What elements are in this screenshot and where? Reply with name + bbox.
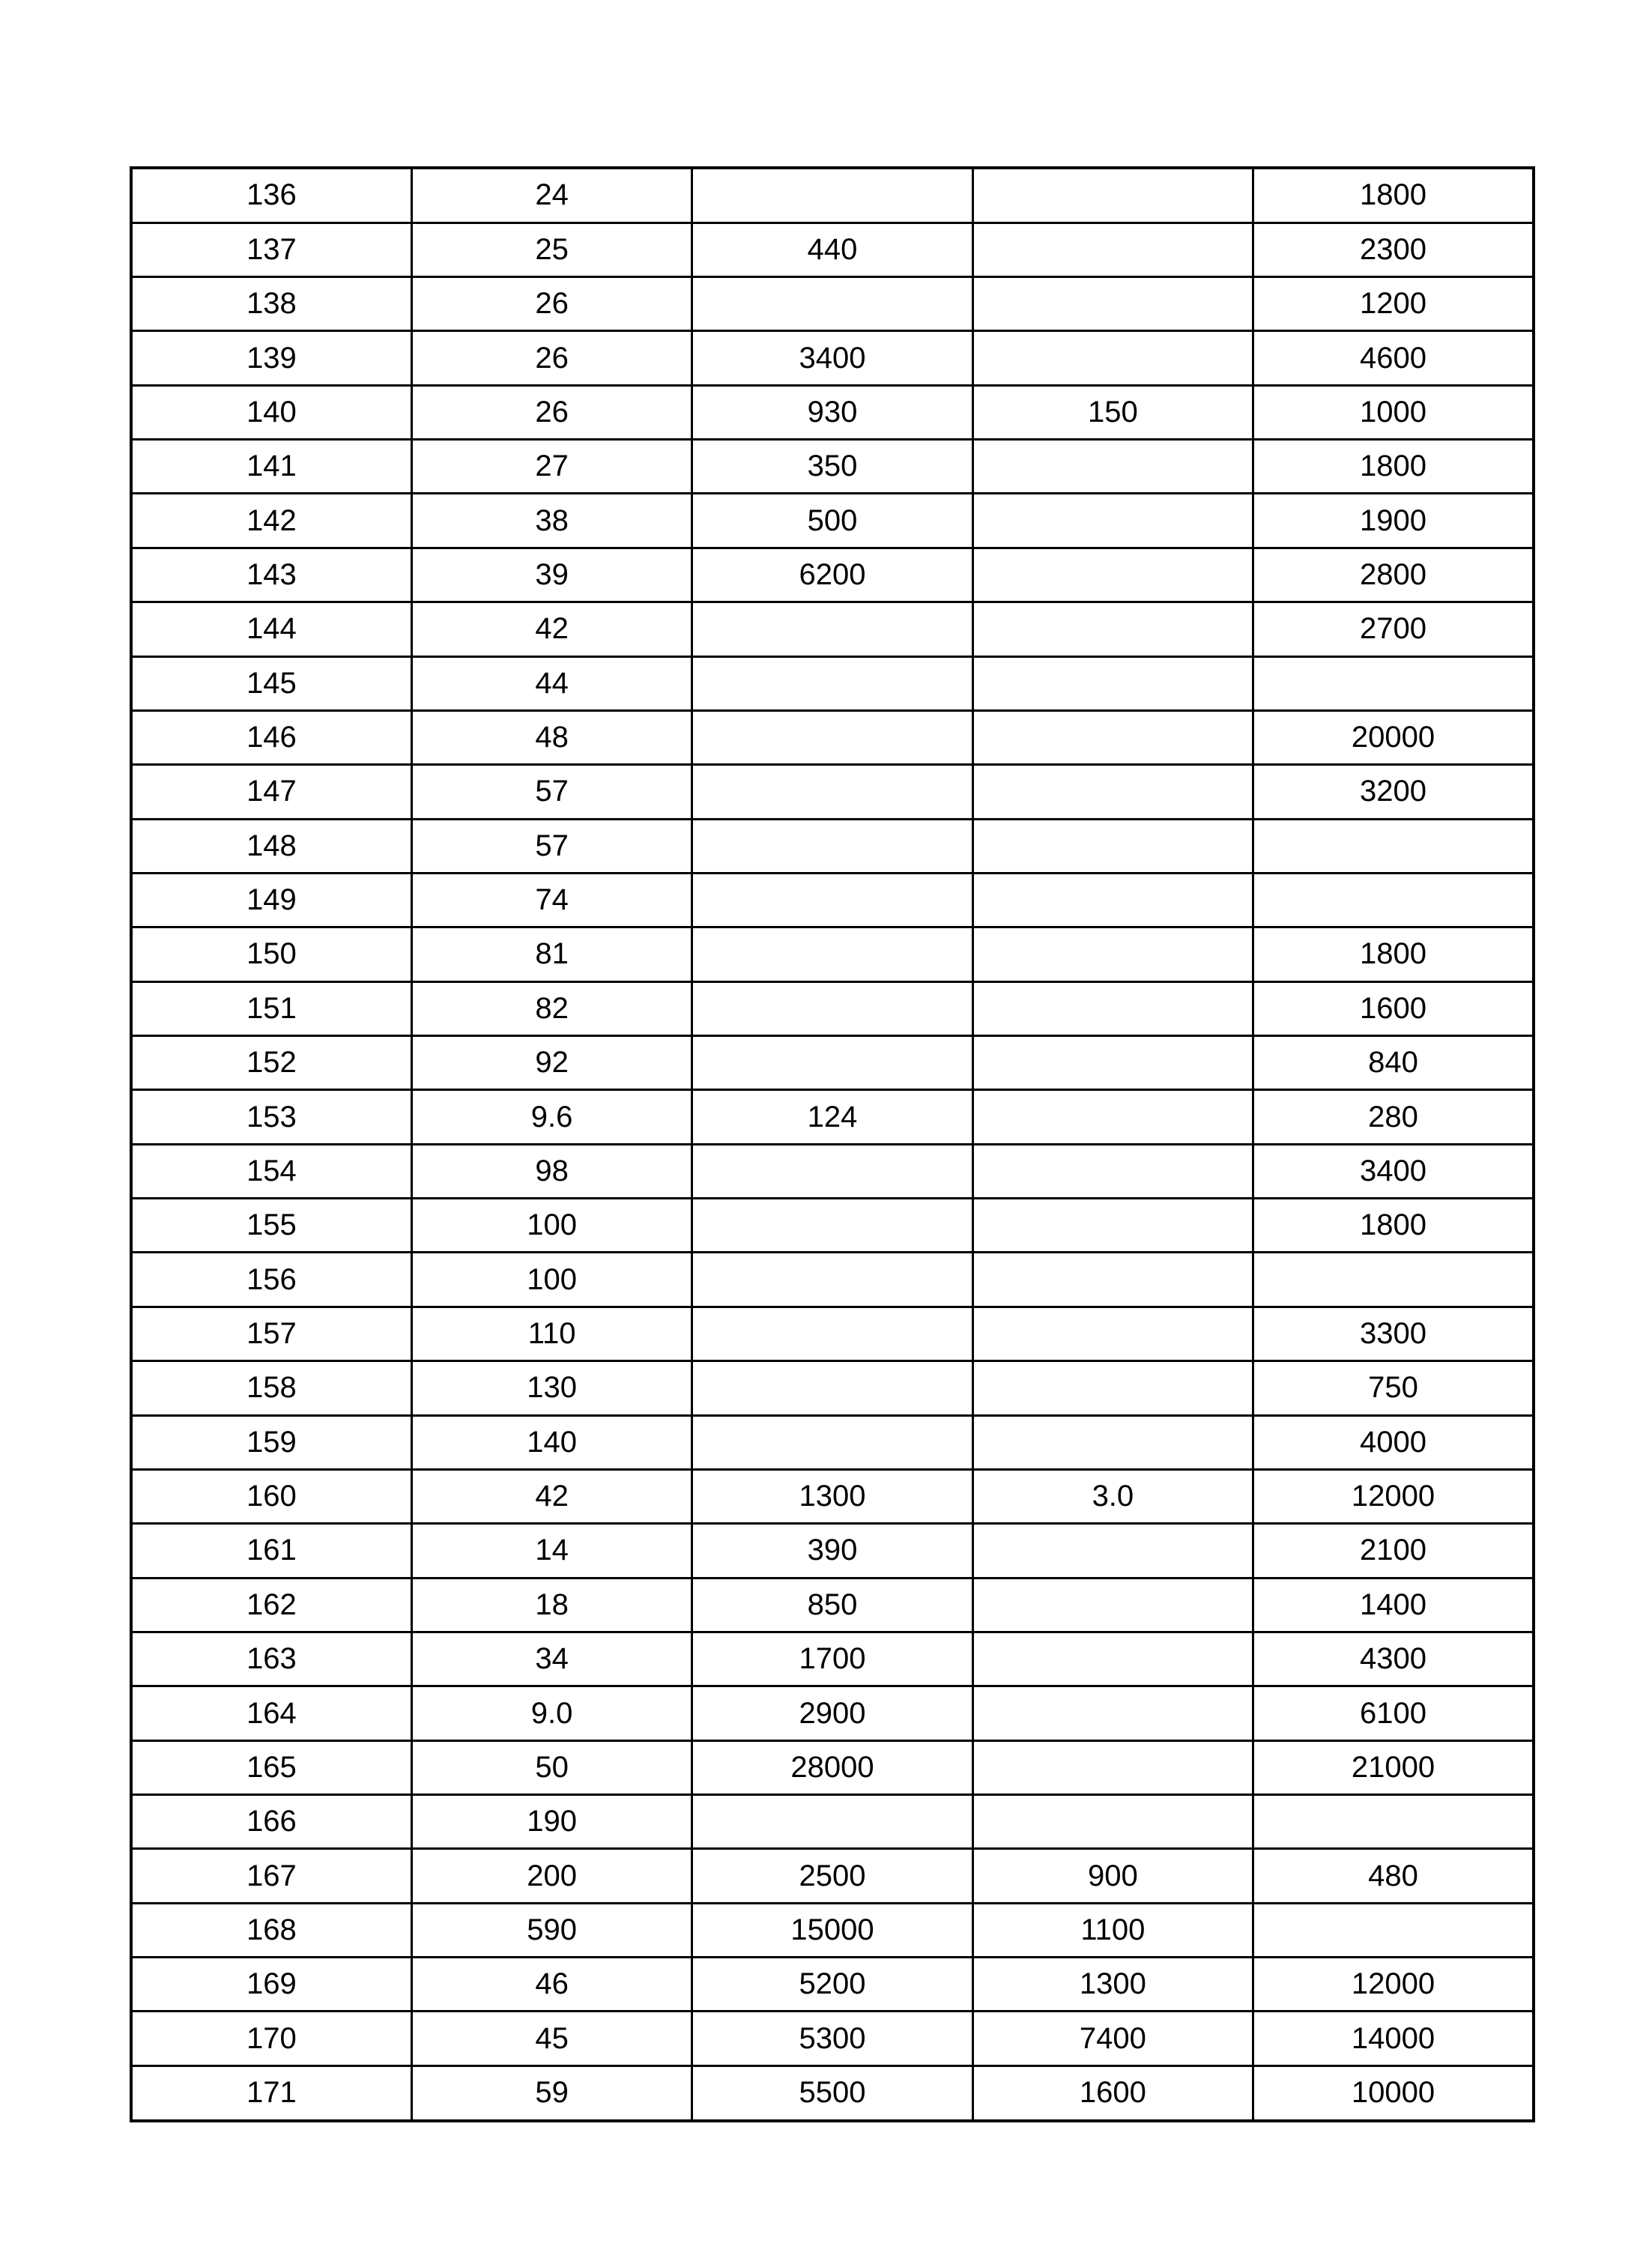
table-row [131,1144,1534,1198]
table-cell: 42 [411,1469,692,1523]
table-row [131,710,1534,764]
table-cell: 48 [411,710,692,764]
table-cell: 1700 [692,1632,972,1686]
table-cell: 151 [131,981,411,1035]
table-cell: 59 [411,2065,692,2121]
table-cell: 1800 [1253,168,1534,223]
table-cell: 1800 [1253,927,1534,981]
table-cell: 1000 [1253,385,1534,439]
table-cell: 57 [411,819,692,873]
table-cell: 165 [131,1740,411,1794]
table-row [131,1740,1534,1794]
table-row [131,873,1534,927]
table-cell [972,981,1253,1035]
table-cell: 3200 [1253,765,1534,819]
table-cell: 1900 [1253,494,1534,548]
table-cell [972,276,1253,330]
table-row [131,1686,1534,1740]
table-cell [692,1199,972,1253]
table-cell [692,765,972,819]
table-cell: 24 [411,168,692,223]
table-cell: 136 [131,168,411,223]
table-cell: 157 [131,1307,411,1360]
table-cell: 930 [692,385,972,439]
table-cell: 2300 [1253,223,1534,276]
table-cell: 141 [131,440,411,494]
table-cell [972,819,1253,873]
table-row [131,1415,1534,1469]
table-cell [972,927,1253,981]
table-row [131,1578,1534,1632]
table-row [131,168,1534,223]
table-row [131,2065,1534,2121]
table-cell: 155 [131,1199,411,1253]
table-cell: 2100 [1253,1524,1534,1578]
table-cell: 590 [411,1903,692,1957]
table-cell [692,1036,972,1090]
table-cell: 3.0 [972,1469,1253,1523]
table-cell: 4600 [1253,331,1534,385]
table-row [131,1795,1534,1849]
table-cell: 74 [411,873,692,927]
table-cell: 1300 [972,1958,1253,2012]
table-cell: 34 [411,1632,692,1686]
table-cell: 42 [411,602,692,656]
table-row [131,927,1534,981]
table-cell: 750 [1253,1361,1534,1415]
table-cell [972,1632,1253,1686]
table-cell: 92 [411,1036,692,1090]
table-cell: 15000 [692,1903,972,1957]
table-cell: 100 [411,1199,692,1253]
table-cell [692,1361,972,1415]
table-cell [972,1524,1253,1578]
table-cell: 150 [972,385,1253,439]
table-cell [972,1361,1253,1415]
table-cell: 139 [131,331,411,385]
table-cell [692,1144,972,1198]
table-row [131,981,1534,1035]
table-cell: 2900 [692,1686,972,1740]
table-cell: 138 [131,276,411,330]
table-cell: 26 [411,385,692,439]
table-cell: 21000 [1253,1740,1534,1794]
table-cell [692,927,972,981]
table-cell: 146 [131,710,411,764]
data-table-body [131,168,1534,2121]
table-row [131,1903,1534,1957]
table-cell: 150 [131,927,411,981]
table-row [131,1849,1534,1903]
table-cell: 900 [972,1849,1253,1903]
table-cell: 14 [411,1524,692,1578]
table-cell: 12000 [1253,1469,1534,1523]
table-cell: 124 [692,1090,972,1144]
table-cell: 4300 [1253,1632,1534,1686]
table-cell [692,981,972,1035]
table-cell [972,1740,1253,1794]
table-cell: 152 [131,1036,411,1090]
table-cell: 6100 [1253,1686,1534,1740]
table-row [131,1469,1534,1523]
table-cell: 169 [131,1958,411,2012]
table-cell [972,873,1253,927]
table-cell [692,276,972,330]
table-cell: 45 [411,2012,692,2065]
table-cell: 1200 [1253,276,1534,330]
table-cell: 168 [131,1903,411,1957]
table-row [131,385,1534,439]
table-cell: 167 [131,1849,411,1903]
table-cell: 1400 [1253,1578,1534,1632]
table-cell: 1800 [1253,1199,1534,1253]
table-cell [972,656,1253,710]
table-row [131,1253,1534,1307]
table-cell: 3400 [692,331,972,385]
table-cell: 39 [411,548,692,602]
table-cell: 170 [131,2012,411,2065]
table-cell: 3400 [1253,1144,1534,1198]
table-cell: 9.6 [411,1090,692,1144]
table-cell: 44 [411,656,692,710]
table-cell: 18 [411,1578,692,1632]
table-row [131,1361,1534,1415]
table-cell [972,168,1253,223]
table-cell: 149 [131,873,411,927]
table-cell: 2500 [692,1849,972,1903]
table-cell: 145 [131,656,411,710]
table-cell: 162 [131,1578,411,1632]
table-cell [972,440,1253,494]
table-cell: 2800 [1253,548,1534,602]
table-cell: 143 [131,548,411,602]
data-table [130,166,1535,2122]
table-cell [692,1307,972,1360]
table-cell [972,710,1253,764]
table-cell: 110 [411,1307,692,1360]
table-row [131,494,1534,548]
table-cell: 25 [411,223,692,276]
table-cell [692,710,972,764]
table-cell: 3300 [1253,1307,1534,1360]
table-cell: 190 [411,1795,692,1849]
table-cell: 1300 [692,1469,972,1523]
table-cell: 350 [692,440,972,494]
table-cell [692,873,972,927]
table-row [131,1307,1534,1360]
table-cell: 163 [131,1632,411,1686]
table-cell [972,1090,1253,1144]
table-cell: 81 [411,927,692,981]
table-cell: 5500 [692,2065,972,2121]
table-cell [972,1578,1253,1632]
table-cell: 153 [131,1090,411,1144]
table-cell: 154 [131,1144,411,1198]
table-cell [972,1686,1253,1740]
table-row [131,276,1534,330]
table-cell [692,656,972,710]
table-cell: 390 [692,1524,972,1578]
table-cell [1253,1795,1534,1849]
table-cell [972,1144,1253,1198]
table-row [131,1524,1534,1578]
table-cell [1253,819,1534,873]
table-row [131,548,1534,602]
table-cell: 160 [131,1469,411,1523]
table-cell: 147 [131,765,411,819]
table-row [131,331,1534,385]
table-cell: 82 [411,981,692,1035]
table-cell: 28000 [692,1740,972,1794]
table-cell: 26 [411,276,692,330]
table-cell: 5300 [692,2012,972,2065]
table-cell [1253,1253,1534,1307]
table-cell: 1600 [972,2065,1253,2121]
table-cell [1253,1903,1534,1957]
table-cell [972,1253,1253,1307]
table-cell: 200 [411,1849,692,1903]
table-cell: 12000 [1253,1958,1534,2012]
table-cell [1253,656,1534,710]
table-cell: 2700 [1253,602,1534,656]
table-cell: 5200 [692,1958,972,2012]
table-row [131,1036,1534,1090]
table-cell: 148 [131,819,411,873]
table-cell: 142 [131,494,411,548]
table-cell: 46 [411,1958,692,2012]
table-cell [972,602,1253,656]
table-cell [972,1795,1253,1849]
table-cell [972,223,1253,276]
table-cell [692,602,972,656]
table-cell: 98 [411,1144,692,1198]
table-cell: 500 [692,494,972,548]
table-cell: 280 [1253,1090,1534,1144]
table-cell [692,1415,972,1469]
table-cell: 166 [131,1795,411,1849]
table-row [131,1958,1534,2012]
table-cell: 159 [131,1415,411,1469]
table-cell [972,548,1253,602]
table-cell [692,1795,972,1849]
table-cell: 50 [411,1740,692,1794]
table-row [131,656,1534,710]
table-cell: 156 [131,1253,411,1307]
table-cell [972,1307,1253,1360]
table-cell: 7400 [972,2012,1253,2065]
table-cell [1253,873,1534,927]
table-row [131,765,1534,819]
table-row [131,819,1534,873]
table-cell [972,765,1253,819]
table-cell: 164 [131,1686,411,1740]
table-cell: 161 [131,1524,411,1578]
table-cell: 27 [411,440,692,494]
table-cell [972,1036,1253,1090]
table-cell: 1100 [972,1903,1253,1957]
table-cell: 9.0 [411,1686,692,1740]
table-cell: 850 [692,1578,972,1632]
table-cell: 57 [411,765,692,819]
table-cell: 171 [131,2065,411,2121]
table-row [131,440,1534,494]
table-cell: 158 [131,1361,411,1415]
table-cell: 1800 [1253,440,1534,494]
table-cell [972,494,1253,548]
table-row [131,1199,1534,1253]
table-cell [972,1199,1253,1253]
table-cell: 140 [411,1415,692,1469]
table-cell: 1600 [1253,981,1534,1035]
table-cell: 6200 [692,548,972,602]
table-cell [972,1415,1253,1469]
table-row [131,1632,1534,1686]
table-cell: 4000 [1253,1415,1534,1469]
table-cell: 130 [411,1361,692,1415]
table-cell: 38 [411,494,692,548]
table-row [131,1090,1534,1144]
table-cell: 840 [1253,1036,1534,1090]
table-cell: 440 [692,223,972,276]
table-cell: 14000 [1253,2012,1534,2065]
table-cell: 100 [411,1253,692,1307]
table-cell: 137 [131,223,411,276]
table-row [131,602,1534,656]
table-row [131,2012,1534,2065]
table-cell: 144 [131,602,411,656]
table-cell [692,819,972,873]
table-row [131,223,1534,276]
table-cell [692,168,972,223]
table-cell [692,1253,972,1307]
table-cell: 10000 [1253,2065,1534,2121]
table-cell: 140 [131,385,411,439]
table-cell: 20000 [1253,710,1534,764]
table-cell [972,331,1253,385]
table-cell: 26 [411,331,692,385]
table-cell: 480 [1253,1849,1534,1903]
